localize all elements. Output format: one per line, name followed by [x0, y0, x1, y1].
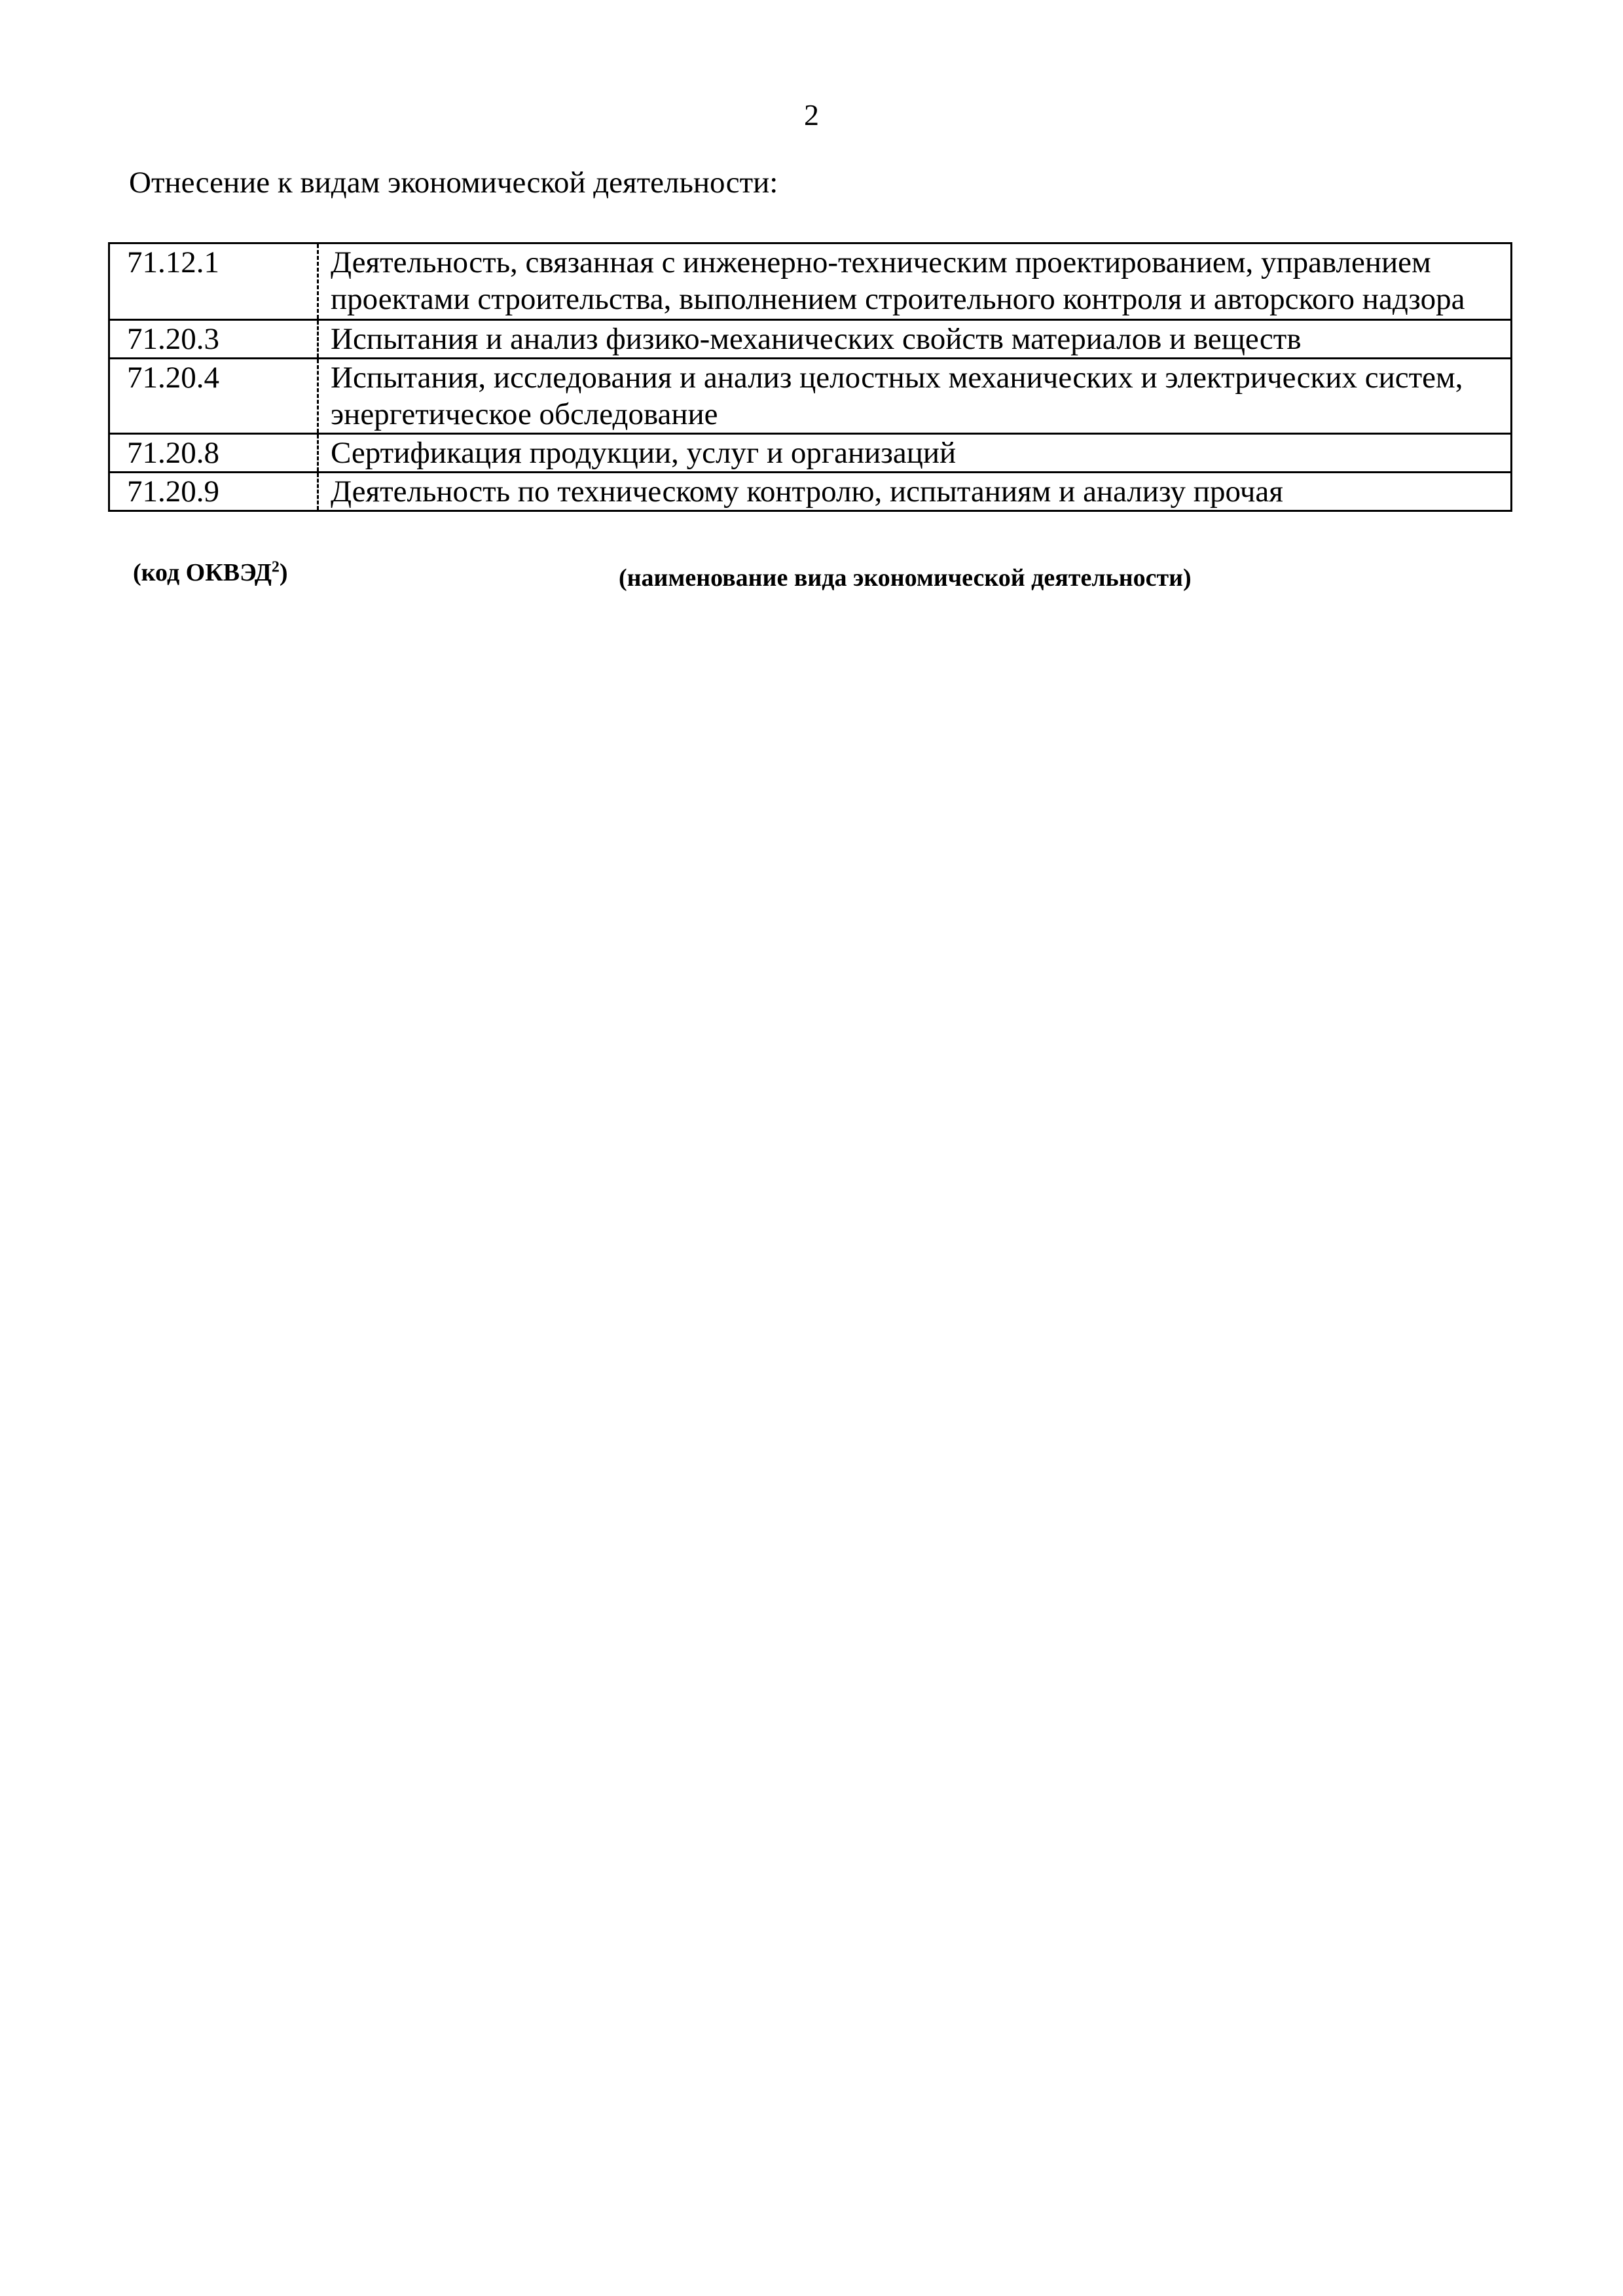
activity-name: Испытания и анализ физико-механических свойств материалов и веществ — [318, 320, 1512, 359]
page-number: 2 — [804, 98, 819, 132]
code-caption-text: (код ОКВЭД — [133, 559, 272, 586]
code-column-caption — [133, 558, 288, 588]
activity-name: Деятельность по техническому контролю, испытаниям и анализу прочая — [318, 473, 1512, 511]
footnote-marker: 2 — [271, 558, 280, 576]
name-column-caption: (наименование вида экономической деятельности) — [619, 564, 1192, 592]
okved-code: 71.20.3 — [109, 320, 318, 359]
activity-name: Испытания, исследования и анализ целостных механических и электрических систем, энергетическое обследование — [318, 359, 1512, 434]
table-row — [109, 473, 1512, 511]
table-row — [109, 434, 1512, 473]
okved-code: 71.20.8 — [109, 434, 318, 473]
table-row — [109, 243, 1512, 320]
activity-name: Сертификация продукции, услуг и организаций — [318, 434, 1512, 473]
okved-code: 71.12.1 — [109, 243, 318, 320]
activity-name: Деятельность, связанная с инженерно-техническим проектированием, управлением проектами строительства, выполнением строительного контроля и авторского надзора — [318, 243, 1512, 320]
table-row — [109, 359, 1512, 434]
table-row — [109, 320, 1512, 359]
section-heading: Отнесение к видам экономической деятельности: — [129, 166, 778, 200]
okved-code: 71.20.9 — [109, 473, 318, 511]
okved-table — [108, 242, 1512, 512]
code-caption-close: ) — [279, 559, 288, 586]
okved-code: 71.20.4 — [109, 359, 318, 434]
